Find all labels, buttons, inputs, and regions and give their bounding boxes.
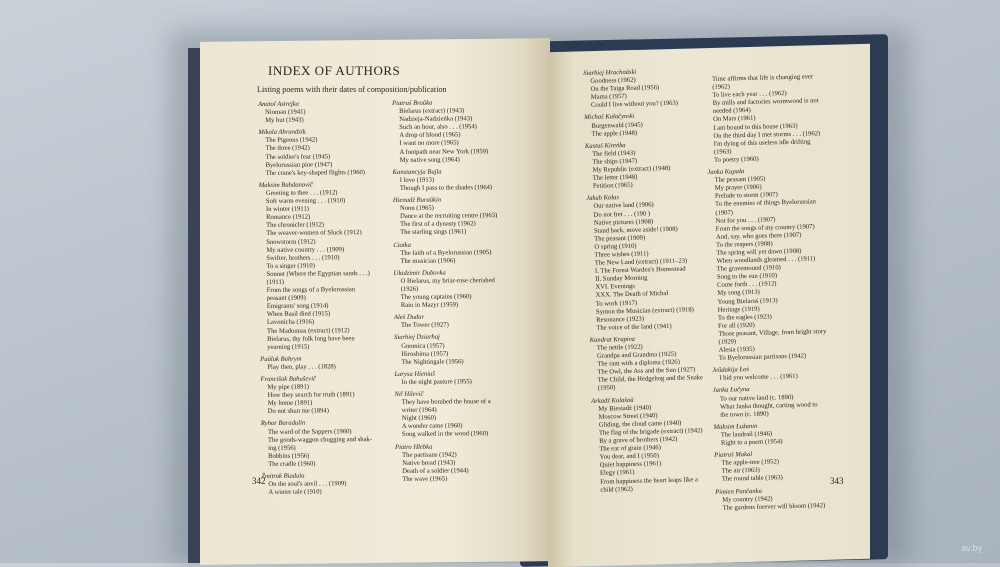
- poem-title: What Janka thought, carting wood to: [720, 401, 818, 411]
- poem-title: From happiness the heart leaps like a: [600, 475, 698, 486]
- poem-title: Play then, play . . . (1828): [267, 363, 336, 371]
- poem-title: My native country . . . (1909): [266, 245, 345, 254]
- author-name: Uładzimir Dubovka: [393, 269, 446, 277]
- author-entry: [261, 419, 372, 469]
- poem-title: writer (1964): [401, 406, 437, 415]
- page-title: INDEX OF AUTHORS: [268, 63, 401, 78]
- author-entry: [394, 334, 498, 367]
- poem-title: Not for you . . . (1907): [715, 215, 776, 225]
- poem-title: Quiet happiness (1961): [599, 460, 662, 470]
- poem-title: And, say, who goes there (1907): [715, 231, 802, 241]
- author-name: Maksim Bahdanovič: [258, 181, 313, 189]
- poem-title: (1911): [266, 278, 284, 286]
- poem-title: To live each year . . . (1962): [712, 90, 787, 100]
- author-entry: [392, 99, 497, 165]
- poem-title: They have bombed the house of a: [401, 398, 491, 407]
- poem-title: (1926): [400, 285, 419, 293]
- author-name: Larysa Hieniuš: [394, 370, 435, 378]
- poem-title: Gnomica (1957): [401, 342, 445, 350]
- poem-title: The spring will yet dawn (1908): [716, 247, 802, 257]
- poem-title: Those peasant, Village, from bright story: [718, 328, 827, 338]
- poem-title: My song (1913): [717, 289, 760, 298]
- poem-title: Death of a soldier (1944): [402, 467, 469, 475]
- author-entry: [393, 241, 497, 266]
- watermark: av.by: [961, 543, 982, 553]
- poem-title: Though I pass to the shades (1964): [399, 184, 493, 192]
- poem-title: The weaver-women of Sluck (1912): [266, 229, 362, 238]
- author-name: Francišak Bahuševič: [260, 375, 316, 383]
- author-entry: [590, 334, 704, 393]
- poem-title: Noon (1965): [399, 204, 434, 213]
- author-entry: [394, 370, 498, 387]
- poem-title: When woodlands gleamed . . . (1911): [716, 255, 816, 265]
- poem-title: (1963): [713, 148, 732, 156]
- poem-title: child (1962): [600, 485, 633, 494]
- poem-title: Grandpa and Grandma (1925): [597, 350, 677, 360]
- poem-title: The peasant (1905): [714, 175, 766, 184]
- poem-title: The ear of grain (1946): [599, 444, 661, 453]
- author-name: Michaś Kałačynski: [584, 113, 635, 122]
- poem-title: A wonder came (1960): [401, 422, 463, 431]
- poem-title: The Madonnas (extract) (1912): [267, 326, 350, 335]
- author-entry: [713, 385, 829, 420]
- poem-title: Dance at the recruiting centre (1963): [400, 212, 498, 221]
- poem-title: On the soul's anvil . . . (1909): [268, 480, 347, 489]
- poem-title: From the songs of a Byelorussian: [266, 286, 356, 294]
- author-entry: [261, 472, 372, 497]
- poem-title: I love (1913): [399, 176, 435, 184]
- poem-title: Native bread (1943): [402, 459, 456, 467]
- poem-title: You dear, and I (1950): [599, 452, 659, 461]
- poem-title: The faith of a Byelorussian (1905): [400, 248, 492, 257]
- poem-title: The field (1943): [592, 149, 636, 158]
- poem-title: In winter (1911): [265, 205, 309, 214]
- poem-title: Burgenwald (1945): [591, 121, 643, 130]
- poem-title: The air (1963): [721, 467, 760, 476]
- poem-title: A footpath near New York (1959): [399, 147, 489, 156]
- author-name: Ciotka: [393, 241, 411, 249]
- poem-title: The Tower (1927): [400, 321, 449, 330]
- author-entry: [712, 364, 827, 383]
- poem-title: From the songs of my country (1907): [715, 223, 815, 233]
- poem-title: To the enemies of things Byelorussian: [715, 198, 817, 209]
- poem-title: The landrail (1946): [720, 430, 773, 439]
- author-name: Janka Łučyna: [712, 386, 750, 395]
- poem-title: Nadzieja-Nadzieńka (1943): [399, 115, 473, 124]
- poem-title: Heritage (1919): [717, 305, 760, 314]
- poem-title: O Bielarus, my briar-rose cherished: [400, 276, 495, 285]
- poem-title: Gliding, the cloud came (1940): [598, 419, 682, 429]
- poem-title: (1962): [712, 83, 730, 91]
- poem-title: The gardens forever will bloom (1942): [722, 501, 826, 512]
- poem-title: When Basil died (1915): [266, 310, 331, 319]
- poem-title: The first of a dynasty (1962): [400, 220, 476, 229]
- poem-title: Do not fret . . . (190 ): [593, 209, 651, 219]
- poem-title: The partisans (1942): [402, 451, 457, 459]
- poem-title: Rain in Mazyr (1959): [400, 301, 459, 310]
- author-entry: [395, 443, 500, 484]
- page-subtitle: Listing poems with their dates of composition/publication: [257, 85, 447, 94]
- author-entry: [394, 269, 499, 310]
- poem-title: A winter tale (1910): [268, 488, 322, 497]
- poem-title: My home (1891): [267, 399, 313, 408]
- poem-title: The ward of the Sappers (1960): [267, 427, 352, 436]
- poem-title: Elegy (1961): [599, 469, 635, 478]
- poem-title: Could I live without you? (1963): [590, 100, 679, 110]
- poem-title: Right to a poem (1954): [720, 438, 783, 447]
- poem-title: The letter (1948): [592, 173, 638, 182]
- author-name: Kanstancyja Bujla: [392, 168, 442, 176]
- author-name: Hienadź Buraŭkin: [392, 196, 442, 205]
- poem-title: II. Sunday Morning: [595, 274, 648, 284]
- author-name: Jeŭdakija Łoś: [712, 366, 750, 375]
- poem-title: Song to the sun (1910): [716, 272, 778, 282]
- poem-title: Night (1960): [401, 414, 437, 423]
- poem-title: Native pictures (1908): [593, 217, 654, 227]
- poem-title: The voice of the land (1941): [596, 322, 672, 332]
- left-column-1: [258, 96, 373, 497]
- poem-title: Three wishes (1911): [594, 250, 649, 259]
- poem-title: The musician (1906): [400, 257, 456, 265]
- poem-title: My hut (1943): [265, 116, 304, 125]
- author-name: Siarhiej Dziarhaj: [394, 334, 440, 342]
- author-name: Pimien Pančanka: [715, 487, 762, 496]
- poem-title: Petition (1965): [592, 182, 633, 191]
- author-name: Źmitrok Biadula: [261, 472, 305, 481]
- poem-title: I am bound to this house (1963): [713, 122, 798, 132]
- author-entry: [586, 193, 702, 333]
- poem-title: To our native land (c. 1890): [719, 393, 794, 403]
- poem-title: The goods-waggon chugging and shak-: [267, 435, 373, 444]
- poem-title: Young Bielaruś (1913): [717, 296, 778, 306]
- poem-title: the town (c. 1890): [720, 410, 769, 419]
- poem-title: (1929): [718, 338, 737, 346]
- poem-title: The ships (1947): [592, 157, 638, 166]
- poem-title: Bielarus, thy folk long have been: [267, 334, 355, 343]
- poem-title: The round table (1963): [721, 474, 783, 484]
- poem-title: Bobbins (1956): [268, 452, 310, 460]
- poem-title: Bielarus (extract) (1943): [399, 107, 465, 116]
- author-entry: [585, 140, 698, 191]
- poem-title: The Owl, the Ass and the Sun (1927): [597, 366, 696, 377]
- poem-title: The chronicler (1912): [266, 221, 325, 230]
- author-entry: [584, 112, 697, 139]
- poem-title: Resonance (1923): [596, 315, 645, 324]
- poem-title: The wave (1965): [402, 475, 448, 483]
- poem-title: yearning (1915): [267, 343, 310, 351]
- poem-title: I. The Forest Warden's Homestead: [594, 265, 686, 275]
- poem-title: Our native land (1906): [593, 201, 654, 211]
- poem-title: The crane's key-shaped flights (1960): [265, 168, 366, 177]
- poem-title: By a grave of brothers (1942): [599, 435, 678, 445]
- poem-title: peasant (1909): [266, 294, 306, 303]
- poem-title: Snowstorm (1912): [266, 238, 316, 246]
- author-name: Jakub Kołas: [586, 194, 620, 203]
- author-entry: [393, 168, 497, 193]
- poem-title: On the third day I met storms . . . (1962): [713, 129, 821, 140]
- poem-title: XXX. The Death of Michał: [595, 290, 669, 300]
- author-entry: [258, 100, 369, 125]
- poem-title: I bid you welcome . . . (1961): [719, 373, 798, 383]
- poem-title: I'm dying of this useless idle drifting: [713, 138, 811, 148]
- poem-title: The nettle (1922): [596, 343, 643, 352]
- poem-title: Emigrants' song (1914): [266, 302, 329, 311]
- author-name: Kastuś Kireńka: [584, 141, 626, 150]
- author-entry: [259, 181, 371, 352]
- author-name: Ryhor Baradulin: [260, 420, 306, 428]
- author-name: Piatruś Makal: [714, 451, 753, 460]
- poem-title: Symon the Musician (extract) (1918): [595, 305, 694, 316]
- poem-title: By mills and factories wormwood is not: [712, 97, 819, 108]
- poem-title: A drop of blood (1965): [399, 131, 461, 140]
- poem-title: My prayer (1906): [714, 183, 762, 193]
- poem-title: The apple-tree (1952): [721, 458, 780, 467]
- right-column-2: [705, 73, 831, 512]
- author-name: Mikola Ahrandzik: [258, 128, 306, 137]
- poem-title: To the eagles (1923): [717, 313, 772, 322]
- right-column-1: [583, 63, 706, 494]
- poem-title: To a singer (1910): [266, 262, 315, 270]
- poem-title: My pipe (1891): [267, 383, 309, 392]
- poem-title: Nioman (1941): [265, 108, 306, 117]
- poem-title: The gravemound (1910): [716, 264, 781, 273]
- poem-title: The three (1942): [265, 145, 310, 153]
- author-entry: [583, 67, 696, 110]
- author-entry: [713, 421, 829, 448]
- poem-title: XVI. Evenings: [595, 283, 636, 292]
- poem-title: Time affirms that life is changing ever: [711, 73, 814, 83]
- page-number-left: 342: [252, 476, 266, 486]
- poem-title: ing (1956): [268, 444, 296, 452]
- author-entry: [395, 390, 500, 439]
- poem-title: How they search for truth (1891): [267, 391, 355, 400]
- poem-title: On Mars (1961): [712, 115, 756, 124]
- author-name: Kandrat Krapiva: [589, 335, 636, 344]
- poem-title: Soft warm evening . . . (1910): [265, 197, 346, 205]
- poem-title: Prelude to storm (1907): [714, 191, 778, 201]
- author-entry: [714, 449, 830, 484]
- poem-title: Alesia (1935): [718, 345, 755, 354]
- poem-title: Swifter, brothers . . . (1910): [266, 253, 340, 262]
- poem-title: To Byelorussian partisans (1942): [718, 352, 807, 362]
- author-entry: [393, 196, 498, 237]
- poem-title: The Pigeons (1942): [265, 136, 318, 145]
- poem-title: Do not shun me (1894): [267, 407, 329, 416]
- poem-title: The flag of the brigade (extract) (1942): [598, 427, 703, 437]
- author-name: Siarhiej Hrachoŭski: [583, 68, 637, 77]
- poem-title: Greeting to thee . . . (1912): [265, 189, 338, 197]
- author-entry: [260, 375, 371, 416]
- poem-title: Stand back, move aside! (1908): [593, 225, 678, 235]
- poem-title: (1950): [597, 384, 616, 393]
- poem-title: (1907): [715, 208, 734, 217]
- poem-title: I want no more (1965): [399, 139, 459, 148]
- author-name: Paūluk Bahrym: [260, 355, 302, 363]
- poem-title: On the Taiga Road (1956): [590, 84, 660, 94]
- poem-title: The ram with a diploma (1926): [597, 358, 680, 368]
- poem-title: For all (1920): [718, 321, 755, 330]
- poem-title: The apple (1948): [591, 129, 638, 138]
- page-number-right: 343: [830, 476, 844, 486]
- author-entry: [591, 395, 706, 495]
- author-name: Piatro Hlebka: [395, 443, 433, 451]
- poem-title: Mama (1957): [590, 93, 627, 102]
- poem-title: The Nightingale (1956): [401, 358, 464, 366]
- author-name: Janka Kupała: [707, 168, 745, 177]
- poem-title: The Child, the Hedgehog and the Snake: [597, 374, 704, 385]
- poem-title: Song walked in the wood (1960): [401, 430, 489, 439]
- poem-title: Hiroshima (1957): [401, 350, 449, 358]
- poem-title: The cradle (1960): [268, 460, 316, 468]
- poem-title: Byelorussian pine (1947): [265, 161, 333, 169]
- poem-title: My Biesiadź (1940): [598, 404, 652, 413]
- poem-title: To poetry (1960): [713, 155, 759, 164]
- author-name: Piatruś Broŭka: [392, 99, 433, 107]
- poem-title: Come forth . . . (1912): [717, 280, 777, 290]
- poem-title: In the night pasture (1955): [401, 378, 472, 386]
- poem-title: The soldier's fear (1945): [265, 152, 331, 161]
- poem-title: O spring (1910): [594, 242, 637, 251]
- author-entry: [707, 166, 827, 363]
- poem-title: Goodness (1962): [590, 76, 636, 85]
- poem-title: Such an hour, also . . . (1954): [399, 123, 477, 132]
- poem-title: Lavonicha (1916): [266, 318, 315, 327]
- poem-title: Sonnet (Where the Egyptian sands . . .): [266, 269, 370, 278]
- author-name: Nil Hilevič: [394, 390, 424, 398]
- poem-title: Romance (1912): [266, 213, 311, 222]
- author-name: Anatol Astrejka: [258, 100, 299, 108]
- poem-title: My Republic (extract) (1948): [592, 164, 671, 174]
- left-column-2: [392, 95, 500, 484]
- poem-title: The young captains (1960): [400, 293, 472, 301]
- poem-title: To the reapers (1908): [716, 240, 773, 249]
- author-entry: [715, 486, 831, 513]
- author-entry: [394, 313, 498, 330]
- poem-title: My native song (1964): [399, 156, 460, 164]
- poem-title: needed (1964): [712, 107, 751, 116]
- author-name: Aleś Dudar: [393, 313, 425, 322]
- author-name: Arkadź Kulašoŭ: [591, 396, 634, 405]
- poem-title: The peasant (1909): [594, 234, 646, 243]
- poem-title: The New Land (extract) (1911–23): [594, 257, 688, 267]
- author-name: Maksim Łužanin: [713, 422, 758, 431]
- author-entry: [705, 73, 822, 165]
- poem-title: Moscow Street (1940): [598, 412, 658, 421]
- poem-title: My country (1942): [722, 495, 773, 504]
- author-entry: [260, 355, 371, 372]
- poem-title: The starling sings (1961): [400, 228, 467, 237]
- poem-title: To work (1917): [595, 299, 638, 308]
- author-entry: [258, 128, 369, 178]
